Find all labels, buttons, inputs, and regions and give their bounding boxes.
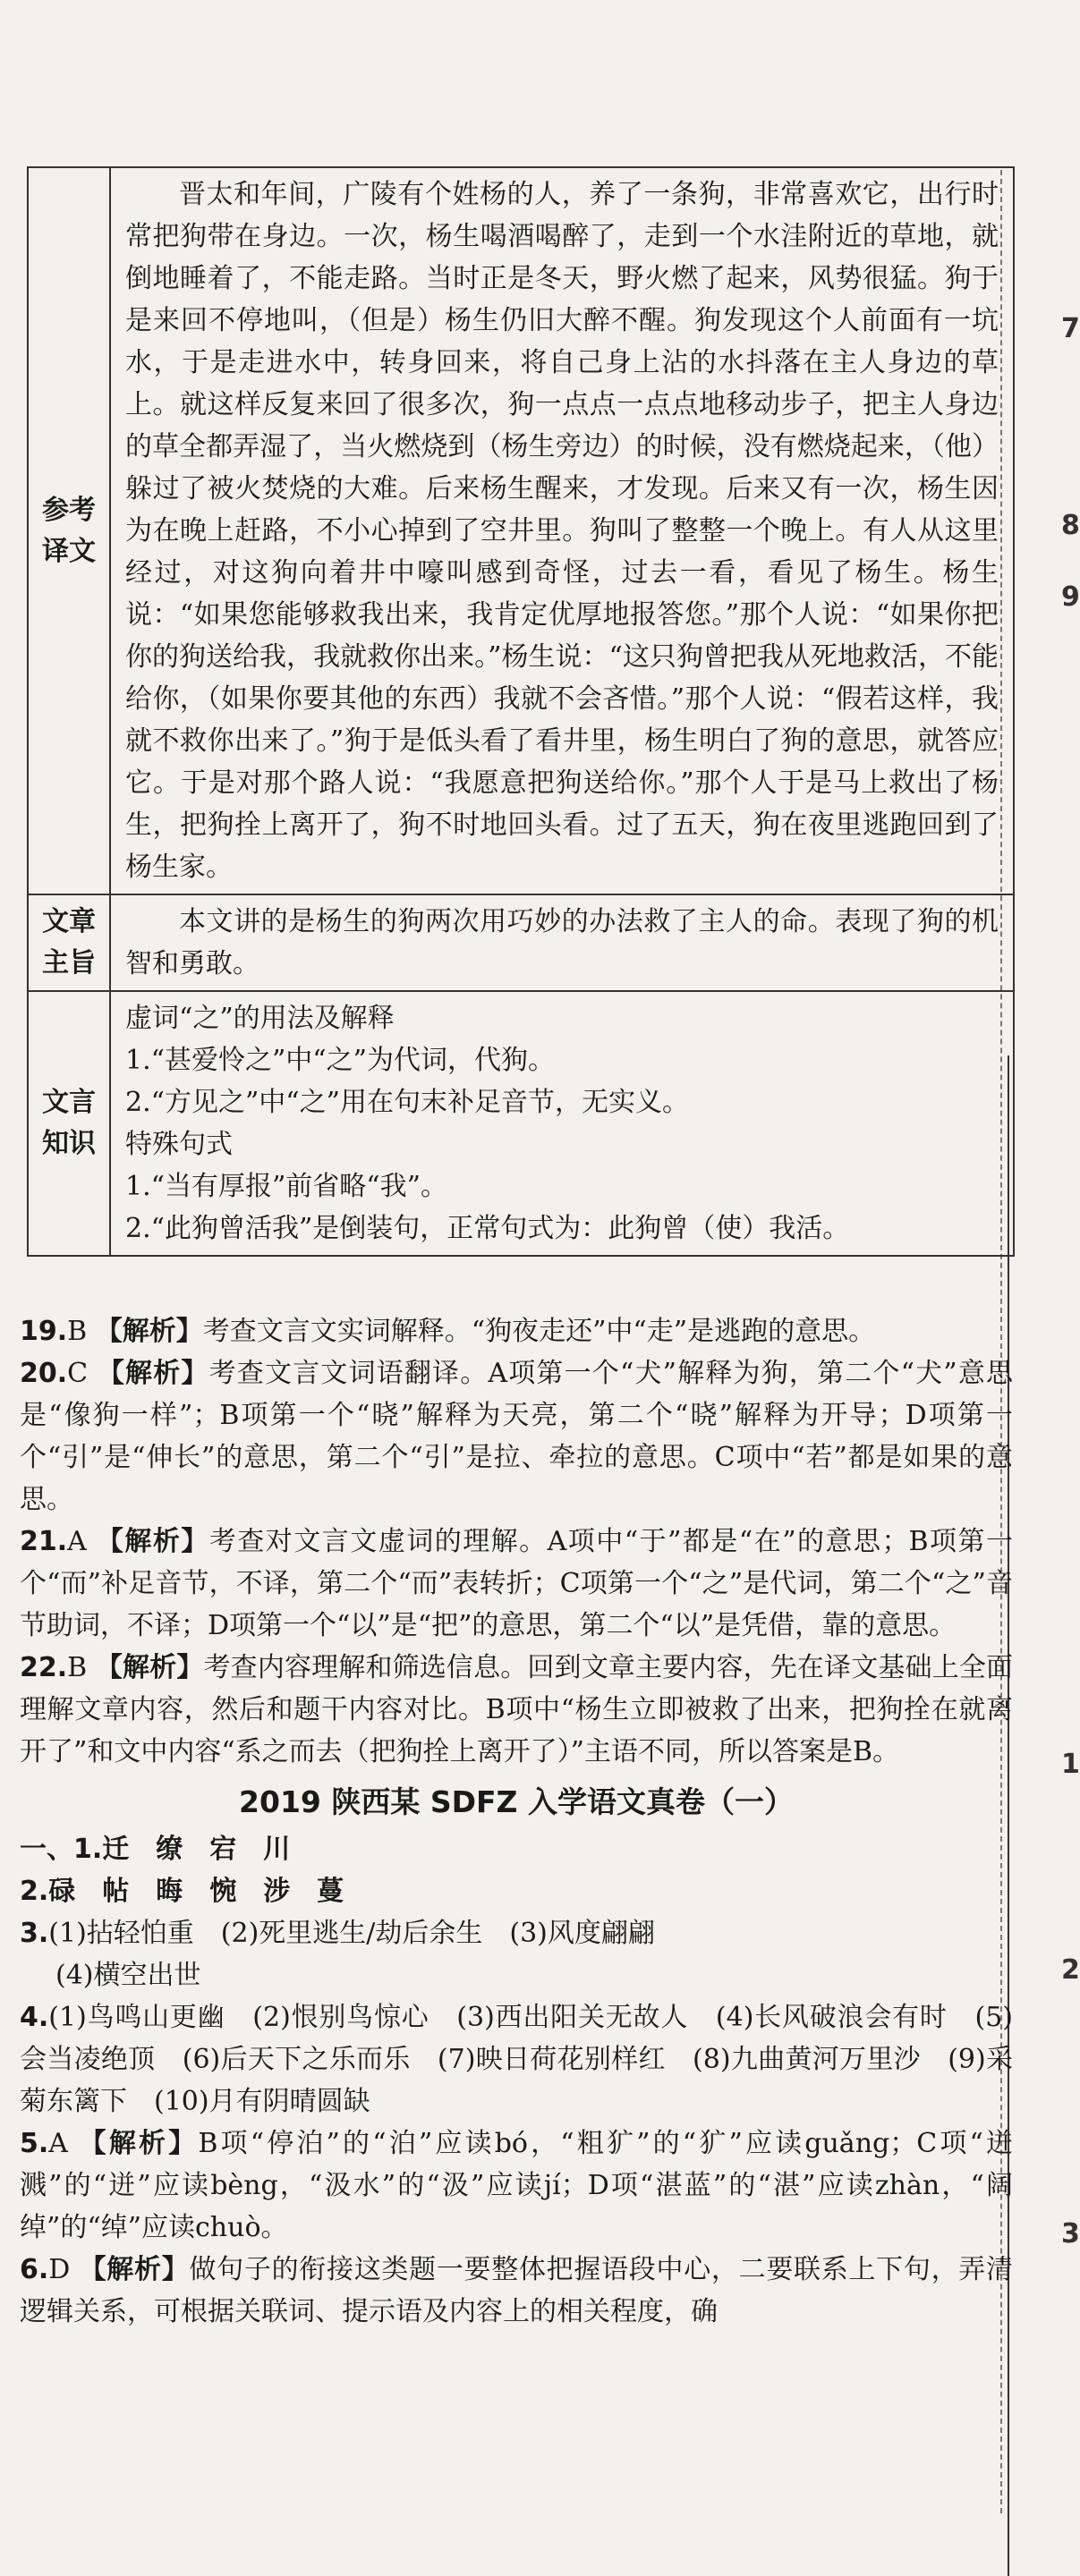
answer-option: D xyxy=(48,2254,71,2285)
knowledge-line: 1.“当有厚报”前省略“我”。 xyxy=(125,1171,447,1202)
knowledge-line: 2.“方见之”中“之”用在句末补足音节，无实义。 xyxy=(125,1087,689,1118)
question-number: 3. xyxy=(20,1918,49,1949)
knowledge-line: 特殊句式 xyxy=(125,1129,233,1160)
analysis-tag: 【解析】 xyxy=(95,1316,203,1347)
answer-option: A xyxy=(48,2128,68,2159)
knowledge-row xyxy=(28,991,1014,1256)
question-number: 2. xyxy=(20,1876,49,1907)
edge-number: 2 xyxy=(1061,1954,1080,1986)
theme-content xyxy=(110,894,1014,991)
answer-item xyxy=(20,1870,1013,1912)
analysis-tag: 【解析】 xyxy=(97,1358,209,1389)
answer-item-continued xyxy=(20,1954,1013,1996)
analysis-text: 做句子的衔接这类题一要整体把握语段中心，二要联系上下句，弄清逻辑关系，可根据关联词、提示语及内容上的相关程度，确 xyxy=(20,2254,1014,2327)
answer-item xyxy=(20,2249,1013,2333)
edge-number: 9 xyxy=(1061,581,1080,613)
analysis-tag: 【解析】 xyxy=(79,2254,190,2285)
answer-item xyxy=(20,1521,1013,1647)
edge-number: 8 xyxy=(1061,510,1080,541)
answer-text: 碌 帖 晦 惋 涉 蔓 xyxy=(48,1876,344,1907)
analysis-text: B项“停泊”的“泊”应读bó，“粗犷”的“犷”应读guǎng；C项“迸溅”的“迸”应读bèng，“汲水”的“汲”应读jí；D项“湛蓝”的“湛”应读zhàn，“阔绰”的“绰”应读chuò。 xyxy=(20,2128,1014,2243)
answer-option: A xyxy=(67,1526,87,1557)
answer-item xyxy=(20,1996,1013,2123)
theme-row xyxy=(28,894,1014,991)
right-column-fragment xyxy=(1008,1055,1079,2576)
answer-item xyxy=(20,1912,1013,1954)
translation-content xyxy=(110,167,1014,894)
question-number: 21. xyxy=(20,1526,68,1557)
section-title: 2019 陕西某 SDFZ 入学语文真卷（一） xyxy=(239,1784,794,1819)
answer-text: (1)拈轻怕重 (2)死里逃生/劫后余生 (3)风度翩翩 xyxy=(48,1918,655,1949)
knowledge-content xyxy=(110,991,1014,1256)
analysis-tag: 【解析】 xyxy=(96,1526,209,1557)
answer-item xyxy=(20,1352,1013,1521)
knowledge-line: 虚词“之”的用法及解释 xyxy=(125,1003,395,1034)
question-number: 19. xyxy=(20,1316,68,1347)
answer-item xyxy=(20,2123,1013,2249)
knowledge-line: 1.“甚爱怜之”中“之”为代词，代狗。 xyxy=(125,1045,555,1076)
question-number: 6. xyxy=(20,2254,49,2285)
question-number: 22. xyxy=(20,1652,68,1683)
edge-number: 7 xyxy=(1061,313,1080,344)
analysis-tag: 【解析】 xyxy=(79,2128,199,2159)
knowledge-label: 文言 知识 xyxy=(28,991,110,1256)
analysis-tag: 【解析】 xyxy=(95,1652,204,1683)
knowledge-line: 2.“此狗曾活我”是倒装句，正常句式为：此狗曾（使）我活。 xyxy=(125,1213,850,1244)
answer-text: 迁 缭 宕 川 xyxy=(102,1834,291,1865)
edge-number: 1 xyxy=(1061,1749,1080,1780)
answer-text: (1)鸟鸣山更幽 (2)恨别鸟惊心 (3)西出阳关无故人 (4)长风破浪会有时 (5)会当凌绝顶 (6)后天下之乐而乐 (7)映日荷花别样红 (8)九曲黄河万里沙 (9)采菊东篱下 (10)月有阴晴圆缺 xyxy=(20,2002,1013,2117)
answer-item xyxy=(20,1647,1013,1773)
answer-option: B xyxy=(67,1316,88,1347)
analysis-text: 考查对文言文虚词的理解。A项中“于”都是“在”的意思；B项第一个“而”补足音节，不译，第二个“而”表转折；C项第一个“之”是代词，第二个“之”音节助词，不译；D项第一个“以”是“把”的意思，第二个“以”是凭借，靠的意思。 xyxy=(20,1526,1013,1641)
theme-label: 文章 主旨 xyxy=(28,894,110,991)
answer-option: B xyxy=(67,1652,88,1683)
analysis-text: 考查文言文词语翻译。A项第一个“犬”解释为狗，第二个“犬”意思是“像狗一样”；B项第一个“晓”解释为天亮，第二个“晓”解释为开导；D项第一个“引”是“伸长”的意思，第二个“引”是拉、牵拉的意思。C项中“若”都是如果的意思。 xyxy=(20,1358,1014,1515)
question-number: 4. xyxy=(20,2002,49,2033)
answer-text: (4)横空出世 xyxy=(55,1960,201,1991)
theme-text: 本文讲的是杨生的狗两次用巧妙的办法救了主人的命。表现了狗的机智和勇敢。 xyxy=(125,906,999,979)
answers-section xyxy=(20,1310,1013,2333)
translation-row xyxy=(28,167,1014,894)
reference-table xyxy=(27,166,1015,1257)
question-number: 20. xyxy=(20,1358,68,1389)
analysis-text: 考查内容理解和筛选信息。回到文章主要内容，先在译文基础上全面理解文章内容，然后和题干内容对比。B项中“杨生立即被救了出来，把狗拴在就离开了”和文中内容“系之而去（把狗拴上离开了）”主语不同，所以答案是B。 xyxy=(20,1652,1014,1767)
translation-text: 晋太和年间，广陵有个姓杨的人，养了一条狗，非常喜欢它，出行时常把狗带在身边。一次，杨生喝酒喝醉了，走到一个水洼附近的草地，就倒地睡着了，不能走路。当时正是冬天，野火燃了起来，风势很猛。狗于是来回不停地叫，（但是）杨生仍旧大醉不醒。狗发现这个人前面有一坑水，于是走进水中，转身回来，将自己身上沾的水抖落在主人身边的草上。就这样反复来回了很多次，狗一点点一点点地移动步子，把主人身边的草全都弄湿了，当火燃烧到（杨生旁边）的时候，没有燃烧起来，（他）躲过了被火焚烧的大难。后来杨生醒来，才发现。后来又有一次，杨生因为在晚上赶路，不小心掉到了空井里。狗叫了整整一个晚上。有人从这里经过，对这狗向着井中嚎叫感到奇怪，过去一看，看见了杨生。杨生说：“如果您能够救我出来，我肯定优厚地报答您。”那个人说：“如果你把你的狗送给我，我就救你出来。”杨生说：“这只狗曾把我从死地救活，不能给你，（如果你要其他的东西）我就不会吝惜。”那个人说：“假若这样，我就不救你出来了。”狗于是低头看了看井里，杨生明白了狗的意思，就答应它。于是对那个路人说：“我愿意把狗送给你。”那个人于是马上救出了杨生，把狗拴上离开了，狗不时地回头看。过了五天，狗在夜里逃跑回到了杨生家。 xyxy=(125,179,999,883)
answer-item xyxy=(20,1310,1013,1352)
answer-option: C xyxy=(67,1358,89,1389)
question-number: 5. xyxy=(20,2128,49,2159)
answer-item xyxy=(20,1828,1013,1870)
question-number: 一、1. xyxy=(20,1834,103,1865)
translation-label: 参考 译文 xyxy=(28,167,110,894)
analysis-text: 考查文言文实词解释。“狗夜走还”中“走”是逃跑的意思。 xyxy=(202,1316,876,1347)
edge-number: 3 xyxy=(1061,2218,1080,2250)
